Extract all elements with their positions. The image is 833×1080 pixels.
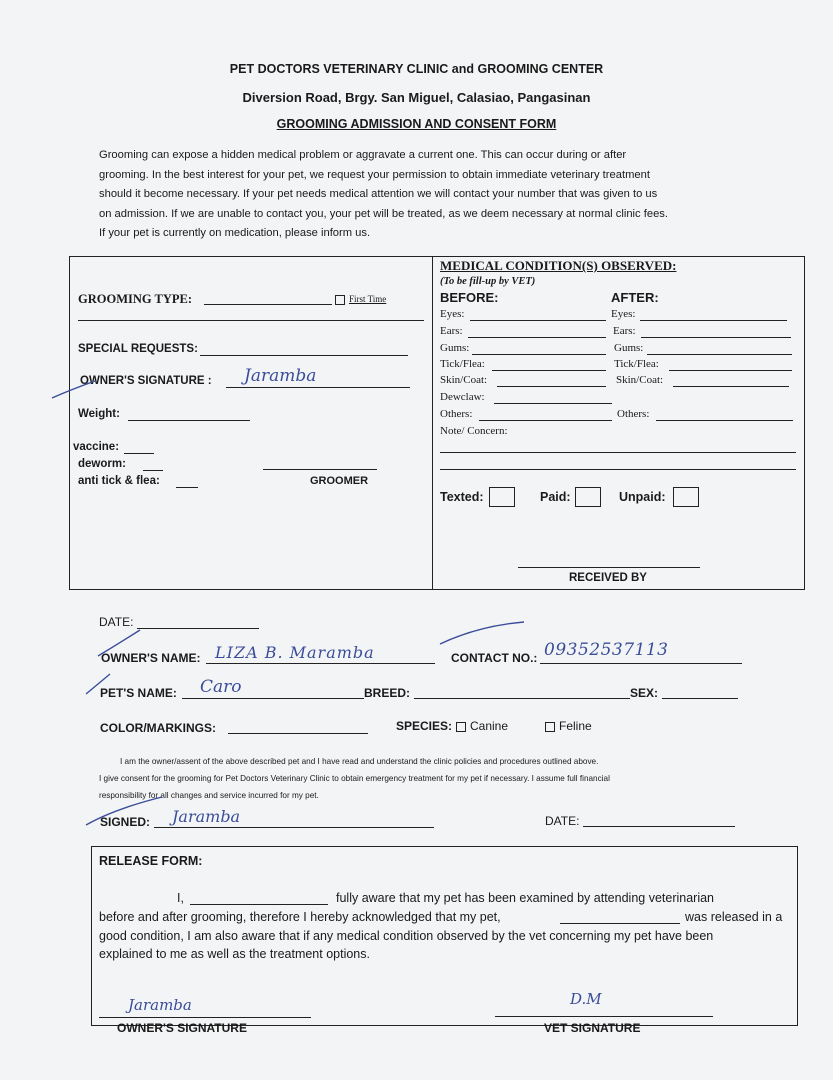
before-eyes-label: Eyes: xyxy=(440,308,465,320)
signed-date-field[interactable] xyxy=(583,826,735,827)
owner-signature-label: OWNER'S SIGNATURE : xyxy=(80,375,212,387)
after-eyes-label: Eyes: xyxy=(611,308,636,320)
feline-label: Feline xyxy=(559,719,592,733)
release-form-title: RELEASE FORM: xyxy=(99,854,203,868)
release-i-label: I, xyxy=(177,891,184,905)
breed-label: BREED: xyxy=(364,686,411,700)
after-ears-label: Ears: xyxy=(613,325,636,337)
anti-tick-label: anti tick & flea: xyxy=(78,475,160,487)
box-divider xyxy=(432,256,433,590)
paid-checkbox[interactable] xyxy=(575,487,601,507)
before-skin-label: Skin/Coat: xyxy=(440,374,488,386)
release-vet-signature-field[interactable] xyxy=(495,1016,713,1017)
before-others-field[interactable] xyxy=(479,420,612,421)
signed-date-label: DATE: xyxy=(545,814,580,828)
first-time-checkbox[interactable] xyxy=(335,294,386,305)
checkbox-icon xyxy=(545,722,555,732)
before-gums-field[interactable] xyxy=(472,354,606,355)
grooming-type-label: GROOMING TYPE: xyxy=(78,292,193,306)
release-vet-handwriting: D.M xyxy=(570,990,602,1008)
release-vet-signature-label: VET SIGNATURE xyxy=(544,1021,641,1035)
check-mark-icon xyxy=(438,620,528,648)
after-gums-label: Gums: xyxy=(614,342,644,354)
grooming-type-field-2[interactable] xyxy=(78,320,424,321)
intro-paragraph xyxy=(99,146,744,244)
after-gums-field[interactable] xyxy=(647,354,792,355)
paid-label: Paid: xyxy=(540,490,571,504)
species-label: SPECIES: xyxy=(396,719,453,733)
groomer-label: GROOMER xyxy=(310,475,369,487)
pet-name-label: PET'S NAME: xyxy=(100,686,177,700)
before-skin-field[interactable] xyxy=(497,386,606,387)
groomer-signature-field[interactable] xyxy=(263,469,377,470)
before-ears-field[interactable] xyxy=(468,337,606,338)
owner-signature-field[interactable] xyxy=(226,387,410,388)
contact-no-label: CONTACT NO.: xyxy=(451,651,538,665)
consent-paragraph xyxy=(99,753,743,804)
intro-line: If your pet is currently on medication, please inform us. xyxy=(99,227,371,240)
pet-name-handwriting: Caro xyxy=(200,677,242,697)
intro-line: grooming. In the best interest for your pet, we request your permission to obtain immediate veterinary treatment xyxy=(99,168,650,181)
check-mark-icon xyxy=(50,378,100,402)
after-tick-field[interactable] xyxy=(669,370,792,371)
medical-condition-title: MEDICAL CONDITION(S) OBSERVED: xyxy=(440,258,677,273)
release-line1-text: fully aware that my pet has been examined by attending veterinarian xyxy=(336,891,715,905)
signed-handwriting: Jaramba xyxy=(172,807,241,826)
breed-field[interactable] xyxy=(414,698,630,699)
canine-label: Canine xyxy=(470,719,509,733)
signed-field[interactable] xyxy=(154,827,434,828)
form-title: GROOMING ADMISSION AND CONSENT FORM xyxy=(276,117,557,131)
received-by-label: RECEIVED BY xyxy=(569,572,647,584)
color-markings-field[interactable] xyxy=(228,733,368,734)
first-time-label: First Time xyxy=(349,294,387,304)
before-tick-label: Tick/Flea: xyxy=(440,358,485,370)
before-dewclaw-label: Dewclaw: xyxy=(440,391,485,403)
contact-no-field[interactable] xyxy=(540,663,742,664)
special-requests-field[interactable] xyxy=(200,355,408,356)
after-skin-label: Skin/Coat: xyxy=(616,374,664,386)
pet-name-field[interactable] xyxy=(182,698,364,699)
before-heading: BEFORE: xyxy=(440,290,499,305)
contact-no-handwriting: 09352537113 xyxy=(544,640,669,660)
owner-signature-handwriting: Jaramba xyxy=(244,366,317,386)
consent-line: I am the owner/assent of the above described pet and I have read and understand the clinic policies and procedures outlined above. xyxy=(120,757,599,766)
intro-line: Grooming can expose a hidden medical problem or aggravate a current one. This can occur during or after xyxy=(99,149,627,161)
sex-field[interactable] xyxy=(662,698,738,699)
note-concern-field-1[interactable] xyxy=(440,452,796,453)
deworm-label: deworm: xyxy=(78,458,126,470)
canine-option[interactable] xyxy=(456,719,508,733)
release-line2-end: was released in a xyxy=(685,910,783,924)
clinic-name: PET DOCTORS VETERINARY CLINIC and GROOMING CENTER xyxy=(229,62,604,76)
owner-name-handwriting: LIZA B. Maramba xyxy=(215,643,375,662)
intro-line: should it become necessary. If your pet needs medical attention we will contact your number that was given to us xyxy=(99,188,658,201)
release-line2-text: before and after grooming, therefore I hereby acknowledged that my pet, xyxy=(99,910,501,924)
release-owner-signature-label: OWNER'S SIGNATURE xyxy=(117,1021,247,1035)
owner-name-field[interactable] xyxy=(206,663,435,664)
weight-field[interactable] xyxy=(128,420,250,421)
before-gums-label: Gums: xyxy=(440,342,470,354)
before-dewclaw-field[interactable] xyxy=(494,403,612,404)
date-field[interactable] xyxy=(137,628,259,629)
note-concern-field-2[interactable] xyxy=(440,469,796,470)
weight-label: Weight: xyxy=(78,408,120,420)
feline-option[interactable] xyxy=(545,719,592,733)
release-line3-text: good condition, I am also aware that if any medical condition observed by the vet concerning my pet have been xyxy=(99,929,714,943)
after-others-field[interactable] xyxy=(656,420,793,421)
special-requests-label: SPECIAL REQUESTS: xyxy=(78,343,198,355)
unpaid-label: Unpaid: xyxy=(619,490,666,504)
after-heading: AFTER: xyxy=(611,290,659,305)
before-eyes-field[interactable] xyxy=(470,320,606,321)
release-name-field[interactable] xyxy=(190,904,328,905)
after-tick-label: Tick/Flea: xyxy=(614,358,659,370)
release-line4-text: explained to me as well as the treatment options. xyxy=(99,947,370,961)
vaccine-label: vaccine: xyxy=(73,441,120,453)
sex-label: SEX: xyxy=(630,686,659,700)
release-owner-handwriting: Jaramba xyxy=(128,996,192,1014)
owner-name-label: OWNER'S NAME: xyxy=(101,651,201,665)
received-by-field[interactable] xyxy=(518,567,700,568)
deworm-field[interactable] xyxy=(143,470,163,471)
anti-tick-field[interactable] xyxy=(176,487,198,488)
vaccine-field[interactable] xyxy=(124,453,154,454)
note-concern-label: Note/ Concern: xyxy=(440,425,508,437)
texted-label: Texted: xyxy=(440,490,484,504)
after-eyes-field[interactable] xyxy=(640,320,787,321)
texted-checkbox[interactable] xyxy=(489,487,515,507)
after-others-label: Others: xyxy=(617,408,650,420)
before-tick-field[interactable] xyxy=(492,370,606,371)
unpaid-checkbox[interactable] xyxy=(673,487,699,507)
consent-line: I give consent for the grooming for Pet Doctors Veterinary Clinic to obtain emergency treatment for my pet if necessary. I assume full financial xyxy=(99,774,610,783)
before-ears-label: Ears: xyxy=(440,325,463,337)
date-label: DATE: xyxy=(99,615,134,629)
checkbox-icon xyxy=(456,722,466,732)
grooming-type-field[interactable] xyxy=(204,304,332,305)
before-others-label: Others: xyxy=(440,408,473,420)
after-skin-field[interactable] xyxy=(673,386,789,387)
after-ears-field[interactable] xyxy=(641,337,791,338)
checkbox-icon xyxy=(335,295,345,305)
signed-label: SIGNED: xyxy=(100,815,151,829)
clinic-address: Diversion Road, Brgy. San Miguel, Calasiao, Pangasinan xyxy=(242,90,591,105)
color-markings-label: COLOR/MARKINGS: xyxy=(100,721,216,735)
release-pet-field[interactable] xyxy=(560,923,680,924)
intro-line: on admission. If we are unable to contact you, your pet will be treated, as we deem necessary at normal clinic fees. xyxy=(99,207,668,220)
consent-line: responsibility for all changes and service incurred for my pet. xyxy=(99,791,319,800)
release-owner-signature-field[interactable] xyxy=(99,1017,311,1018)
vet-fillup-note: (To be fill-up by VET) xyxy=(440,276,536,287)
